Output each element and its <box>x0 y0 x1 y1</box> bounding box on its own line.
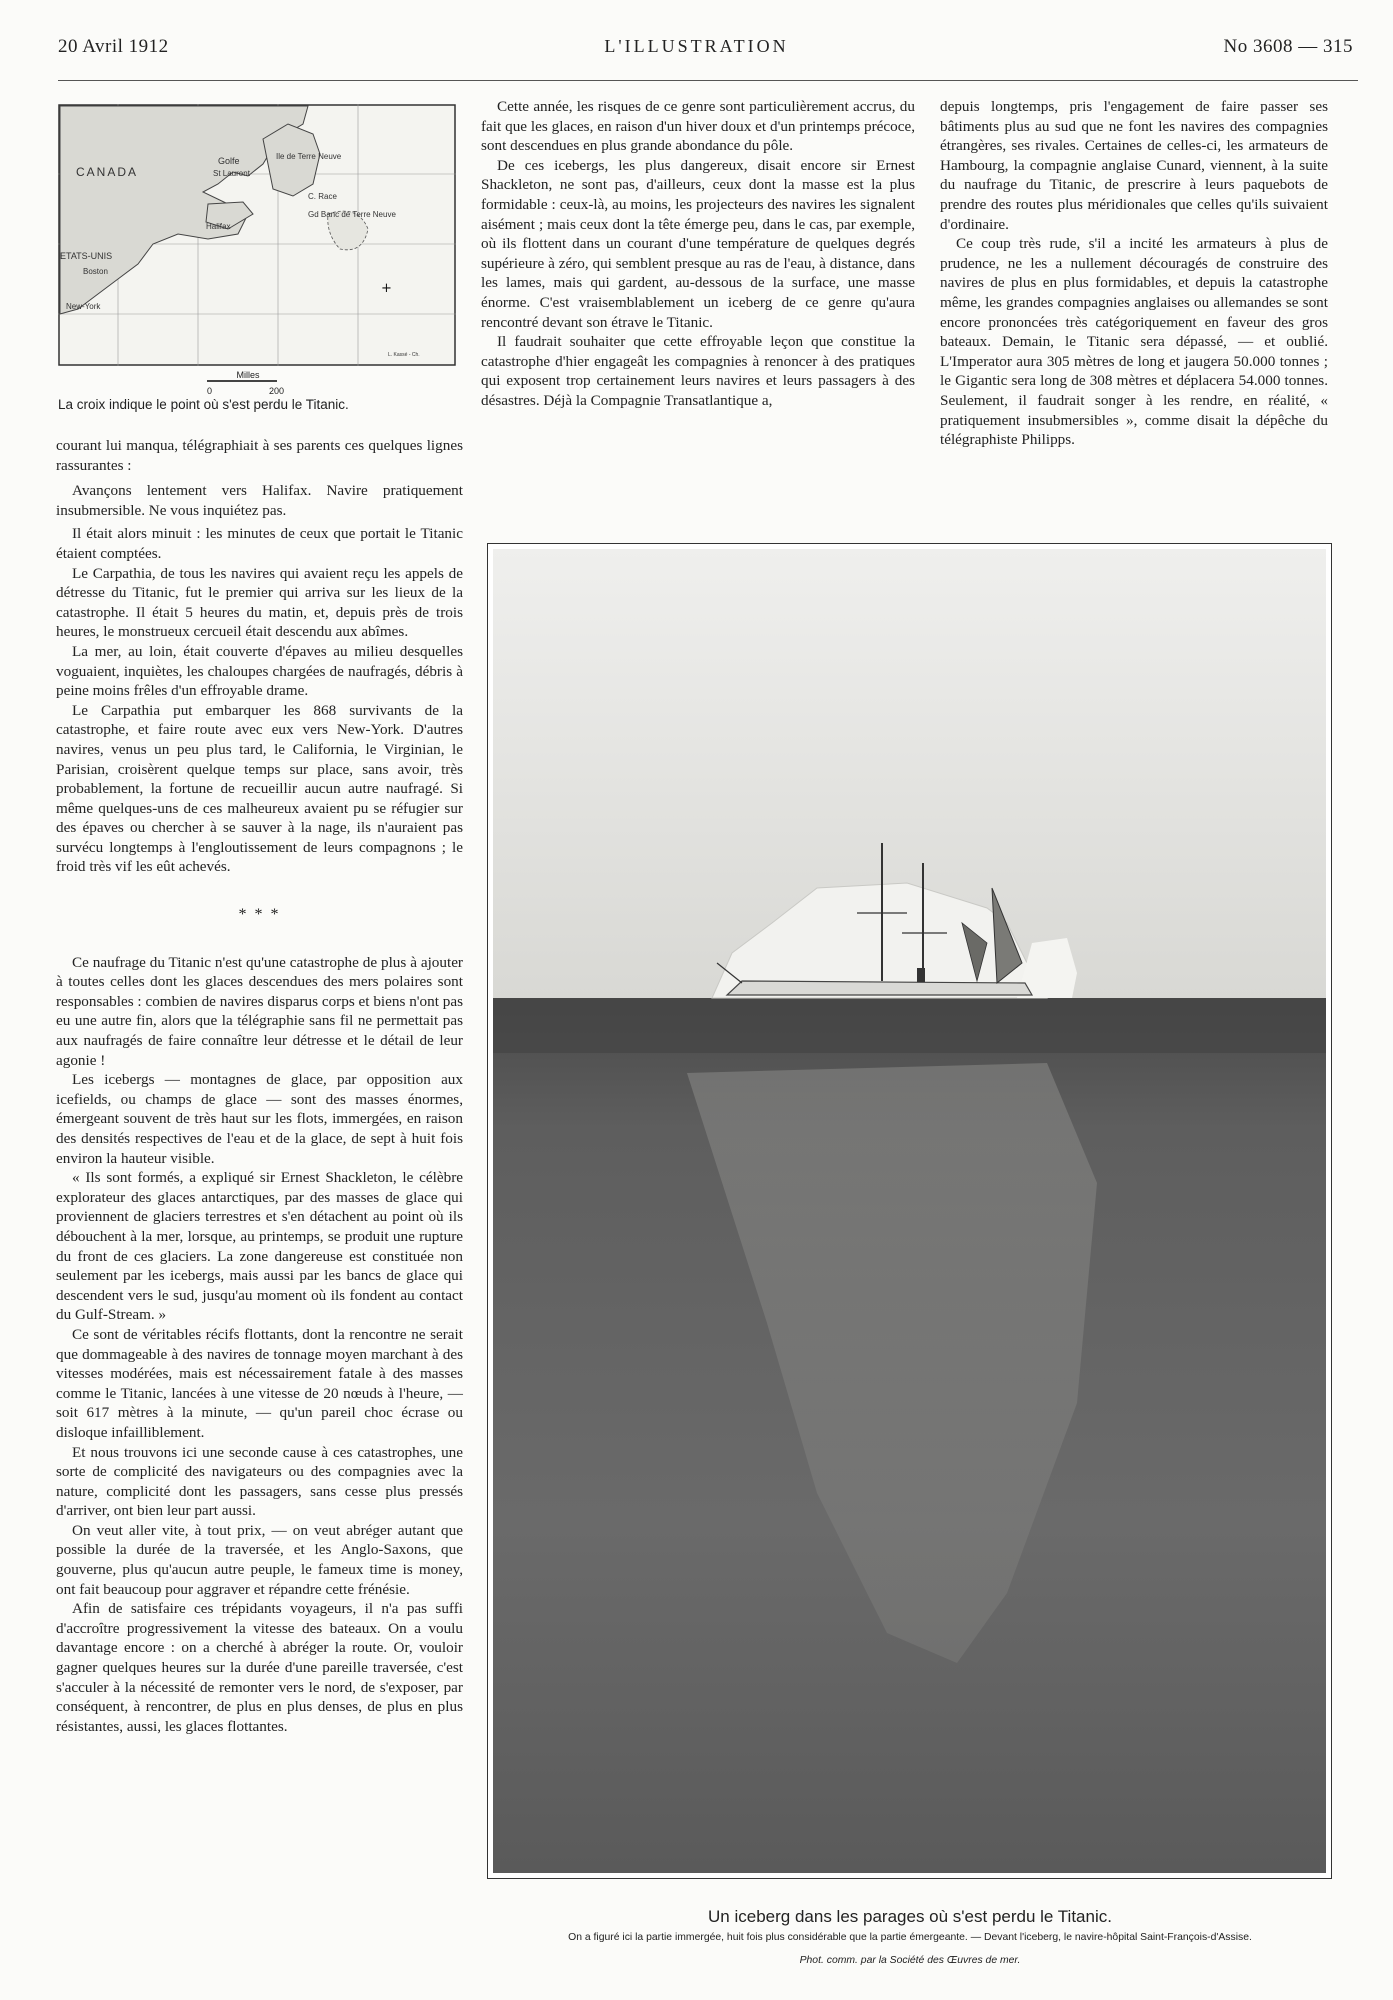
map-label-boston: Boston <box>83 267 108 276</box>
map-label-banc: Gd Banc de Terre Neuve <box>308 210 396 219</box>
paragraph: Ce coup très rude, s'il a incité les armateurs à plus de prudence, ne les a nullement découragés de construire des navires de plus en plus formidables, et depuis la catastrophe même, les grandes compagnies anglaises ou allemandes se sont encore prononcées très catégoriquement en faveur des gros bateaux. Demain, le Titanic sera dépassé, — et oublié. L'Imperator aura 305 mètres de long et jaugera 50.000 tonnes ; le Gigantic sera long de 308 mètres et déplacera 54.000 tonnes. Seulement, il faudrait songer à les rendre, en réalité, « pratiquement insubmersibles », comme disait la dépêche du télégraphiste Philipps. <box>940 235 1328 449</box>
paragraph: De ces icebergs, les plus dangereux, disait encore sir Ernest Shackleton, ne sont pas, d'ailleurs, ceux dont la masse est la plus formidable : ceux-là, au moins, les projecteurs des navires les signalent aisément ; mais ceux dont la tête émerge peu, dans le cas, par exemple, où ils flottent dans un courant d'une température de quelques degrés supérieure à zéro, qui semblent presque au ras de l'eau, à distance, dans les lames, mais qui gardent, au-dessous de la surface, une masse énorme. C'est vraisemblablement un iceberg de ce genre qu'aura rencontré devant son étrave le Titanic. <box>481 156 915 331</box>
map-label-canada: CANADA <box>76 165 139 179</box>
map-label-st-laurent: St Laurent <box>213 169 250 178</box>
magazine-title: L'ILLUSTRATION <box>604 36 789 56</box>
map-scale-max: 200 <box>269 386 285 396</box>
photo-credit: Phot. comm. par la Société des Œuvres de mer. <box>799 1955 1021 1966</box>
iceberg-photograph <box>487 543 1332 1879</box>
paragraph: Et nous trouvons ici une seconde cause à ces catastrophes, une sorte de complicité des navigateurs ou des compagnies avec la nature, complicité dont les passagers, sans cesse plus pressés d'arriver, ont bien leur part aussi. <box>56 1443 463 1520</box>
section-asterism: * * * <box>238 906 281 924</box>
atlantic-map <box>58 104 456 366</box>
map-scale <box>207 370 285 396</box>
issue-page-number: No 3608 — 315 <box>1223 36 1353 57</box>
paragraph: Le Carpathia, de tous les navires qui avaient reçu les appels de détresse du Titanic, fut le premier qui arriva sur les lieux de la catastrophe. Il était 5 heures du matin, et, depuis près de trois heures, le monstrueux cercueil était descendu aux abîmes. <box>56 564 463 641</box>
paragraph: La mer, au loin, était couverte d'épaves au milieu desquelles voguaient, inquiètes, les chaloupes chargées de naufragés, débris à peine moins frêles d'un effroyable drame. <box>56 642 463 700</box>
map-signature: L. Kassé - Ch. <box>388 352 420 358</box>
map-label-etats-unis: ETATS-UNIS <box>60 251 113 261</box>
titanic-cross-icon: + <box>381 281 392 296</box>
paragraph: Il faudrait souhaiter que cette effroyable leçon que constitue la catastrophe d'hier engageât les compagnies à renoncer à des pratiques qui exposent trop certainement leurs navires et leurs passagers à des désastres. Déjà la Compagnie Transatlantique a, <box>481 333 915 409</box>
photo-caption: Un iceberg dans les parages où s'est perdu le Titanic. <box>708 1907 1112 1926</box>
paragraph: Cette année, les risques de ce genre sont particulièrement accrus, du fait que les glaces, en raison d'un hiver doux et d'un printemps précoce, sont descendues en plus grande abondance du pôle. <box>481 98 915 155</box>
map-scale-bar <box>207 380 277 382</box>
paragraph: Les icebergs — montagnes de glace, par opposition aux icefields, ou champs de glace — sont des masses énormes, émergeant souvent de très haut sur les flots, immergées, en raison des densités respectives de l'eau et de la glace, de sept à huit fois environ la hauteur visible. <box>56 1071 463 1167</box>
paragraph: Afin de satisfaire ces trépidants voyageurs, il n'a pas suffi d'accroître progressivement la vitesse des bateaux. On a voulu davantage encore : on a cherché à abréger la route. Or, vouloir gagner quelques heures sur la durée d'une pareille traversée, c'est s'acculer à la nécessité de remonter vers le nord, de s'exposer, par conséquent, à rencontrer, de plus en plus denses, de plus en plus résistantes, aussi, les glaces flottantes. <box>56 1600 463 1735</box>
column-middle <box>481 97 915 411</box>
paragraph: courant lui manqua, télégraphiait à ses parents ces quelques lignes rassurantes : <box>56 437 463 474</box>
map-label-new-york: New-York <box>66 302 101 311</box>
paragraph: Le Carpathia put embarquer les 868 survivants de la catastrophe, et faire route avec eux vers New-York. D'autres navires, venus un peu plus tard, le California, le Virginian, le Parisian, croisèrent quelque temps sur place, sans avoir, très probablement, la fortune de recueillir aucun autre naufragé. Si même quelques-uns de ces malheureux avaient pu se réfugier sur des épaves ou chercher à se sauver à la nage, ils n'auraient pas survécu longtemps à l'engloutissement de leurs compagnons ; le froid très vif les eût achevés. <box>56 701 463 876</box>
paragraph: Ce sont de véritables récifs flottants, dont la rencontre ne serait que dommageable à des navires de tonnage moyen marchant à des vitesses modérées, mais est nécessairement fatale à des masses comme le Titanic, lancées à une vitesse de 20 nœuds à l'heure, — soit 617 mètres à la minute, — qu'un pareil choc écrase ou disloque infailliblement. <box>56 1325 463 1441</box>
page-date: 20 Avril 1912 <box>58 36 169 57</box>
paragraph: Ce naufrage du Titanic n'est qu'une catastrophe de plus à ajouter à toutes celles dont les glaces descendues des mers polaires sont responsables : combien de navires disparus corps et biens n'ont pas eu une autre fin, alors que la télégraphie sans fil ne permettait pas aux naufragés de faire connaître leur détresse et le détail de leur agonie ! <box>56 953 463 1069</box>
paragraph: Il était alors minuit : les minutes de ceux que portait le Titanic étaient comptées. <box>56 525 463 562</box>
paragraph: « Ils sont formés, a expliqué sir Ernest Shackleton, le célèbre explorateur des glaces antarctiques, par des masses de glace qui proviennent de glaciers terrestres et s'en détachent au point où ils débouchent à la mer, lorsque, au printemps, se produit une rupture du front de ces glaciers. La zone dangereuse est constituée non seulement par les icebergs, mais aussi par les bancs de glace qui descendent vers le sud, jusqu'au moment où ils fondent au contact du Gulf-Stream. » <box>56 1169 463 1324</box>
header-rule <box>58 80 1358 81</box>
map-caption: La croix indique le point où s'est perdu le Titanic. <box>58 397 349 412</box>
photo-note: On a figuré ici la partie immergée, huit fois plus considérable que la partie émergeante. — Devant l'iceberg, le navire-hôpital Saint-François-d'Assise. <box>568 1932 1252 1943</box>
map-label-golfe: Golfe <box>218 156 240 166</box>
map-scale-label: Milles <box>236 370 260 380</box>
column-left <box>56 436 463 1736</box>
map-label-ile: Ile de Terre Neuve <box>276 152 342 161</box>
column-right <box>940 97 1328 450</box>
map-label-race: C. Race <box>308 192 337 201</box>
paragraph: depuis longtemps, pris l'engagement de faire passer ses bâtiments plus au sud que ne font les navires des compagnies étrangères, ses rivales. Certaines de celles-ci, les armateurs de Hambourg, la compagnie anglaise Cunard, viennent, à la suite du naufrage du Titanic, de prescrire à leurs paquebots de prendre des routes plus méridionales que celles qu'ils suivaient d'ordinaire. <box>940 98 1328 233</box>
map-label-halifax: Halifax <box>206 222 231 231</box>
map-scale-zero: 0 <box>207 386 213 396</box>
paragraph: On veut aller vite, à tout prix, — on veut abréger autant que possible la durée de la traversée, et les Anglo-Saxons, que gouverne, plus qu'aucun autre peuple, le fameux time is money, ont fait beaucoup pour aggraver et répandre cette frénésie. <box>56 1521 463 1598</box>
telegram-quote: Avançons lentement vers Halifax. Navire pratiquement insubmersible. Ne vous inquiétez pas. <box>56 482 463 519</box>
